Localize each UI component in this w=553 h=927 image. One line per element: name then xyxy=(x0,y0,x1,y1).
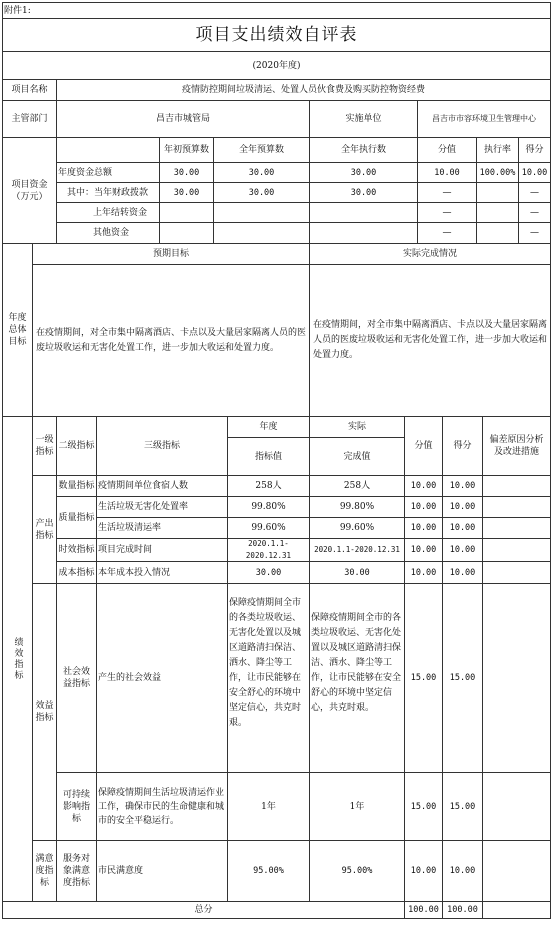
perf-target: 30.00 xyxy=(227,561,310,584)
perf-reason xyxy=(482,840,551,902)
perf-header-level2: 二级指标 xyxy=(56,416,97,476)
perf-reason xyxy=(482,517,551,539)
funds-cell: 30.00 xyxy=(213,182,310,203)
project-name-label: 项目名称 xyxy=(2,79,57,101)
perf-reason xyxy=(482,475,551,497)
perf-reason xyxy=(482,772,551,841)
perf-l2: 成本指标 xyxy=(56,561,97,584)
funds-cell xyxy=(213,222,310,244)
perf-score: 10.00 xyxy=(442,561,483,584)
perf-target: 1年 xyxy=(227,772,310,841)
funds-row-name: 年度资金总额 xyxy=(56,162,160,183)
funds-header-col: 全年执行数 xyxy=(309,137,418,163)
total-max: 100.00 xyxy=(404,901,443,919)
dept-label: 主管部门 xyxy=(2,100,57,138)
perf-reason xyxy=(482,496,551,518)
perf-reason xyxy=(482,583,551,773)
funds-cell: 30.00 xyxy=(159,182,214,203)
perf-target: 99.60% xyxy=(227,517,310,539)
perf-l2: 质量指标 xyxy=(56,496,97,539)
perf-score: 15.00 xyxy=(442,772,483,841)
perf-score: 10.00 xyxy=(442,475,483,497)
perf-l3: 市民满意度 xyxy=(96,840,228,902)
funds-cell: — xyxy=(518,182,551,203)
perf-actual: 99.60% xyxy=(309,517,405,539)
perf-header-level3: 三级指标 xyxy=(96,416,228,476)
perf-score: 15.00 xyxy=(442,583,483,773)
perf-l3: 产生的社会效益 xyxy=(96,583,228,773)
perf-actual: 99.80% xyxy=(309,496,405,518)
perf-actual: 30.00 xyxy=(309,561,405,584)
funds-cell: 30.00 xyxy=(309,162,418,183)
funds-header-col: 得分 xyxy=(518,137,551,163)
page-title: 项目支出绩效自评表 xyxy=(2,18,551,51)
funds-header-col: 执行率 xyxy=(476,137,519,163)
perf-max: 10.00 xyxy=(404,561,443,584)
perf-actual: 1年 xyxy=(309,772,405,841)
output-indicator-label: 产出指标 xyxy=(32,475,57,584)
year-label: (2020年度) xyxy=(2,51,551,79)
funds-cell xyxy=(159,222,214,244)
perf-actual: 95.00% xyxy=(309,840,405,902)
funds-cell: 10.00 xyxy=(518,162,551,183)
perf-max: 10.00 xyxy=(404,840,443,902)
impl-value: 昌吉市市容环境卫生管理中心 xyxy=(417,100,551,138)
perf-actual: 保障疫情期间全市的各类垃圾收运、无害化处置以及城区道路清扫保洁、洒水、降尘等工作，让市民能够在安全舒心的环境中坚定信心，共克时艰。 xyxy=(309,583,405,773)
perf-max: 10.00 xyxy=(404,517,443,539)
actual-goal-text: 在疫情期间，对全市集中隔离酒店、卡点以及大量居家隔离人员的医废垃圾收运和无害化处置工作，进一步加大收运和处置力度。 xyxy=(309,264,551,417)
perf-header-done: 完成值 xyxy=(309,437,405,476)
perf-max: 15.00 xyxy=(404,772,443,841)
perf-l2: 数量指标 xyxy=(56,475,97,497)
perf-header-reason: 偏差原因分析及改进措施 xyxy=(482,416,551,476)
perf-target: 2020.1.1-2020.12.31 xyxy=(227,538,310,562)
funds-cell: — xyxy=(518,222,551,244)
perf-max: 10.00 xyxy=(404,496,443,518)
perf-l2: 时效指标 xyxy=(56,538,97,562)
funds-row-name: 上年结转资金 xyxy=(56,202,160,223)
perf-l3: 生活垃圾无害化处置率 xyxy=(96,496,228,518)
perf-target: 258人 xyxy=(227,475,310,497)
funds-cell: — xyxy=(417,182,477,203)
funds-row-name: 其中：当年财政拨款 xyxy=(56,182,160,203)
perf-score: 10.00 xyxy=(442,517,483,539)
funds-cell xyxy=(476,222,519,244)
total-reason xyxy=(482,901,551,919)
perf-l2: 社会效益指标 xyxy=(56,583,97,773)
funds-cell: — xyxy=(518,202,551,223)
satisfaction-indicator-label: 满意度指标 xyxy=(32,840,57,902)
funds-header-col: 全年预算数 xyxy=(213,137,310,163)
total-label: 总分 xyxy=(2,901,405,919)
funds-row-name: 其他资金 xyxy=(56,222,160,244)
perf-l3: 疫情期间单位食宿人数 xyxy=(96,475,228,497)
perf-max: 15.00 xyxy=(404,583,443,773)
funds-cell: 100.00% xyxy=(476,162,519,183)
perf-l3: 保障疫情期间生活垃圾清运作业工作，确保市民的生命健康和城市的安全平稳运行。 xyxy=(96,772,228,841)
perf-l3: 生活垃圾清运率 xyxy=(96,517,228,539)
perf-header-target: 指标值 xyxy=(227,437,310,476)
perf-target: 95.00% xyxy=(227,840,310,902)
funds-cell: 30.00 xyxy=(309,182,418,203)
funds-cell xyxy=(476,202,519,223)
perf-actual: 258人 xyxy=(309,475,405,497)
funds-header-col: 年初预算数 xyxy=(159,137,214,163)
funds-cell: 30.00 xyxy=(159,162,214,183)
funds-cell: — xyxy=(417,222,477,244)
perf-target: 保障疫情期间全市的各类垃圾收运、无害化处置以及城区道路清扫保洁、洒水、降尘等工作，让市民能够在安全舒心的环境中坚定信心，共克时艰。 xyxy=(227,583,310,773)
funds-cell xyxy=(476,182,519,203)
perf-reason xyxy=(482,561,551,584)
perf-score: 10.00 xyxy=(442,538,483,562)
perf-score: 10.00 xyxy=(442,496,483,518)
total-score: 100.00 xyxy=(442,901,483,919)
actual-goal-header: 实际完成情况 xyxy=(309,243,551,265)
funds-cell: — xyxy=(417,202,477,223)
perf-header-actual: 实际 xyxy=(309,416,405,438)
perf-reason xyxy=(482,538,551,562)
funds-cell xyxy=(213,202,310,223)
funds-label: 项目资金 （万元） xyxy=(2,137,57,244)
benefit-indicator-label: 效益指标 xyxy=(32,583,57,841)
project-name-value: 疫情防控期间垃圾清运、处置人员伙食费及购买防控物资经费 xyxy=(56,79,551,101)
dept-value: 昌吉市城管局 xyxy=(56,100,310,138)
funds-cell xyxy=(309,202,418,223)
attachment-label: 附件1: xyxy=(2,2,551,18)
funds-header-blank xyxy=(56,137,160,163)
perf-l3: 本年成本投入情况 xyxy=(96,561,228,584)
perf-target: 99.80% xyxy=(227,496,310,518)
funds-header-col: 分值 xyxy=(417,137,477,163)
funds-cell xyxy=(309,222,418,244)
expected-goal-text: 在疫情期间，对全市集中隔离酒店、卡点以及大量居家隔离人员的医废垃圾收运和无害化处置工作，进一步加大收运和处置力度。 xyxy=(32,264,310,417)
goals-label: 年度总体目标 xyxy=(2,243,33,417)
perf-actual: 2020.1.1-2020.12.31 xyxy=(309,538,405,562)
expected-goal-header: 预期目标 xyxy=(32,243,310,265)
perf-score: 10.00 xyxy=(442,840,483,902)
perf-label: 绩效指标 xyxy=(2,416,33,902)
funds-cell: 30.00 xyxy=(213,162,310,183)
perf-header-score: 得分 xyxy=(442,416,483,476)
perf-l3: 项目完成时间 xyxy=(96,538,228,562)
perf-header-year: 年度 xyxy=(227,416,310,438)
funds-cell xyxy=(159,202,214,223)
impl-label: 实施单位 xyxy=(309,100,418,138)
perf-max: 10.00 xyxy=(404,538,443,562)
funds-cell: 10.00 xyxy=(417,162,477,183)
perf-header-max: 分值 xyxy=(404,416,443,476)
perf-l2: 可持续影响指标 xyxy=(56,772,97,841)
perf-l2: 服务对象满意度指标 xyxy=(56,840,97,902)
perf-header-level1: 一级指标 xyxy=(32,416,57,476)
perf-max: 10.00 xyxy=(404,475,443,497)
